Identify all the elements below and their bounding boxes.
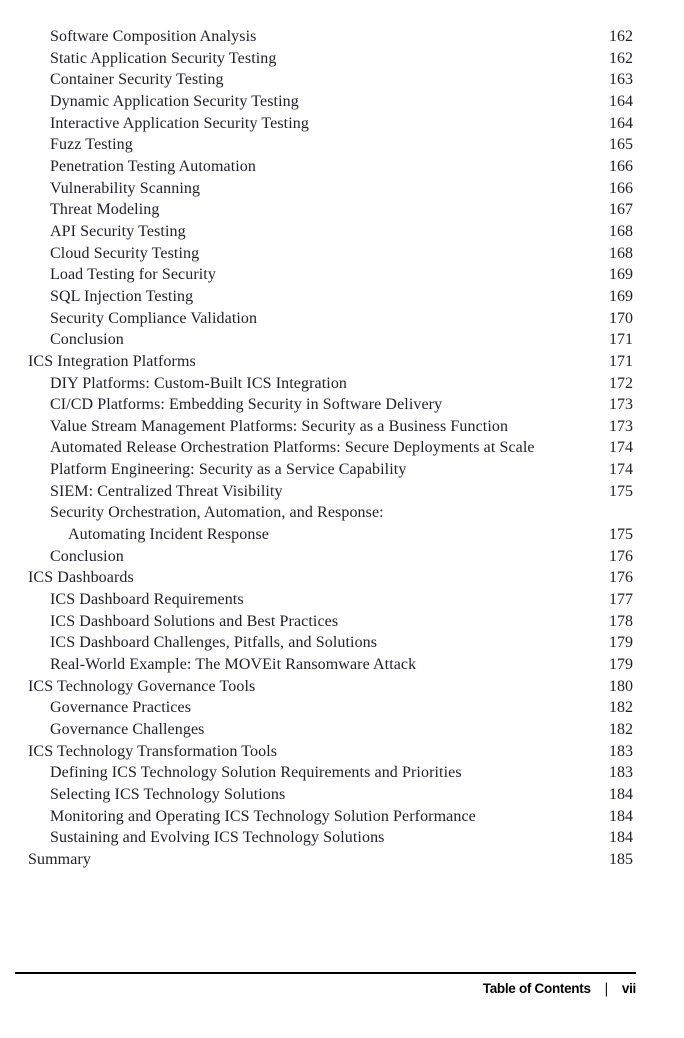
toc-entry-page: 182 <box>609 721 633 738</box>
toc-entry[interactable] <box>0 329 633 351</box>
toc-entry-page: 169 <box>609 287 633 305</box>
toc-entry[interactable] <box>0 697 633 719</box>
toc-entry-page: 162 <box>609 49 633 67</box>
toc-entry[interactable] <box>0 26 633 48</box>
toc-entry-label: Penetration Testing Automation <box>50 157 257 175</box>
toc-entry[interactable] <box>0 264 633 286</box>
toc-entry-label: SQL Injection Testing <box>50 287 194 305</box>
toc-entry-label: Load Testing for Security <box>50 266 216 284</box>
toc-entry-page: 184 <box>609 807 633 825</box>
toc-entry-label: Security Compliance Validation <box>50 309 258 327</box>
toc-entry[interactable] <box>0 567 633 589</box>
toc-entry-label: Real-World Example: The MOVEit Ransomware Attack <box>50 656 417 674</box>
toc-entry[interactable] <box>0 199 633 221</box>
toc-entry-page: 164 <box>609 114 633 132</box>
toc-entry-page: 175 <box>609 482 633 500</box>
toc-entry[interactable] <box>0 48 633 70</box>
toc-entry-page: 177 <box>609 591 633 609</box>
toc-entry[interactable] <box>0 351 633 373</box>
toc-entry-label: Selecting ICS Technology Solutions <box>50 785 286 803</box>
toc-entry[interactable] <box>0 524 633 546</box>
toc-entry-page: 183 <box>609 764 633 782</box>
toc-entry[interactable] <box>0 806 633 828</box>
toc-entry-page: 162 <box>609 28 633 45</box>
toc-entry[interactable] <box>0 113 633 135</box>
toc-entry[interactable] <box>0 459 633 481</box>
toc-entry-page: 173 <box>609 396 633 414</box>
toc-entry-label: Fuzz Testing <box>50 136 133 154</box>
footer-rule <box>15 972 636 974</box>
toc-entry[interactable] <box>0 134 633 156</box>
toc-entry-page: 168 <box>609 222 633 240</box>
toc-entry-label: Summary <box>28 850 91 868</box>
toc-entry-page: 184 <box>609 785 633 803</box>
toc-entry-label: Conclusion <box>50 547 124 565</box>
toc-entry-page: 180 <box>609 677 633 695</box>
toc-entry-label: SIEM: Centralized Threat Visibility <box>50 482 283 500</box>
toc-entry-label: DIY Platforms: Custom-Built ICS Integration <box>50 374 348 392</box>
toc-entry[interactable] <box>0 741 633 763</box>
toc-entry-label: Container Security Testing <box>50 71 224 89</box>
toc-entry[interactable] <box>0 762 633 784</box>
toc-entry-label: Vulnerability Scanning <box>50 179 201 197</box>
toc-entry-page: 173 <box>609 417 633 435</box>
toc-entry-label: CI/CD Platforms: Embedding Security in Software Delivery <box>50 396 443 414</box>
toc-entry-label: ICS Dashboards <box>28 569 134 587</box>
toc-entry-label: Monitoring and Operating ICS Technology Solution Performance <box>50 807 476 825</box>
toc-entry[interactable] <box>0 69 633 91</box>
toc-entry-label: ICS Technology Governance Tools <box>28 677 256 695</box>
toc-entry-page: 163 <box>609 71 633 89</box>
toc-entry-page: 182 <box>609 699 633 717</box>
toc-entry-label: ICS Technology Transformation Tools <box>28 742 278 760</box>
toc-entry-page: 179 <box>609 656 633 674</box>
toc-entry-page: 166 <box>609 179 633 197</box>
toc-entry-label: ICS Dashboard Requirements <box>50 591 244 609</box>
toc-entry-label: Value Stream Management Platforms: Security as a Business Function <box>50 417 509 435</box>
toc-entry[interactable] <box>0 849 633 871</box>
toc-entry-label: Security Orchestration, Automation, and Response: <box>50 504 384 522</box>
toc-entry-label: Governance Practices <box>50 699 192 717</box>
toc-entry[interactable] <box>0 827 633 849</box>
toc-entry[interactable] <box>0 286 633 308</box>
toc-entry-label: Platform Engineering: Security as a Service Capability <box>50 461 407 479</box>
toc-entry[interactable] <box>0 416 633 438</box>
footer-separator: | <box>604 980 608 997</box>
toc-entry-page: 166 <box>609 157 633 175</box>
toc-entry-page: 185 <box>609 850 633 868</box>
toc-entry-label: Cloud Security Testing <box>50 244 200 262</box>
toc-entry-label: Automating Incident Response <box>68 526 269 544</box>
toc-entry[interactable] <box>0 221 633 243</box>
toc-entry-label: ICS Dashboard Solutions and Best Practices <box>50 612 339 630</box>
toc-entry-label: Interactive Application Security Testing <box>50 114 309 132</box>
toc-entry-page: 179 <box>609 634 633 652</box>
toc-entry[interactable] <box>0 373 633 395</box>
toc-entry[interactable] <box>0 243 633 265</box>
toc-entry[interactable] <box>0 481 633 503</box>
toc-entry-page: 164 <box>609 92 633 110</box>
footer-page-number: vii <box>621 981 636 996</box>
toc-entry-label: Conclusion <box>50 331 124 349</box>
toc-entry-label: ICS Dashboard Challenges, Pitfalls, and Solutions <box>50 634 378 652</box>
toc-entry[interactable] <box>0 308 633 330</box>
toc-entry-label: Dynamic Application Security Testing <box>50 92 299 110</box>
toc-entry[interactable] <box>0 502 633 524</box>
toc-entry-page: 174 <box>609 439 633 457</box>
toc-entry-page: 175 <box>609 526 633 544</box>
toc-entry-page: 178 <box>609 612 633 630</box>
toc-entry-label: Sustaining and Evolving ICS Technology Solutions <box>50 829 385 847</box>
toc-entry-page: 184 <box>609 829 633 847</box>
toc-list <box>0 26 633 871</box>
toc-entry[interactable] <box>0 589 633 611</box>
toc-entry-page: 183 <box>609 742 633 760</box>
toc-entry[interactable] <box>0 156 633 178</box>
toc-entry-label: Governance Challenges <box>50 721 205 738</box>
toc-entry-page: 176 <box>609 569 633 587</box>
toc-entry[interactable] <box>0 784 633 806</box>
toc-entry[interactable] <box>0 437 633 459</box>
toc-entry[interactable] <box>0 676 633 698</box>
page-footer <box>483 981 636 996</box>
toc-entry-page: 169 <box>609 266 633 284</box>
toc-entry-page: 170 <box>609 309 633 327</box>
footer-section-label: Table of Contents <box>482 981 591 996</box>
toc-entry-label: API Security Testing <box>50 222 186 240</box>
toc-entry[interactable] <box>0 654 633 676</box>
toc-entry-page: 171 <box>609 331 633 349</box>
toc-entry-label: Defining ICS Technology Solution Requirements and Priorities <box>50 764 462 782</box>
toc-entry-page: 167 <box>609 201 633 219</box>
toc-entry-label: Software Composition Analysis <box>50 28 257 45</box>
toc-entry[interactable] <box>0 632 633 654</box>
toc-entry[interactable] <box>0 546 633 568</box>
toc-entry-page: 174 <box>609 461 633 479</box>
toc-entry-page: 172 <box>609 374 633 392</box>
toc-entry[interactable] <box>0 394 633 416</box>
toc-entry-label: Automated Release Orchestration Platforms: Secure Deployments at Scale <box>50 439 535 457</box>
toc-entry[interactable] <box>0 719 633 741</box>
toc-entry-label: Threat Modeling <box>50 201 160 219</box>
toc-entry-page: 171 <box>609 352 633 370</box>
toc-entry-label: Static Application Security Testing <box>50 49 277 67</box>
toc-entry[interactable] <box>0 611 633 633</box>
toc-entry-page: 165 <box>609 136 633 154</box>
toc-entry-page: 176 <box>609 547 633 565</box>
toc-entry[interactable] <box>0 91 633 113</box>
toc-entry[interactable] <box>0 178 633 200</box>
toc-entry-label: ICS Integration Platforms <box>28 352 196 370</box>
toc-entry-page: 168 <box>609 244 633 262</box>
